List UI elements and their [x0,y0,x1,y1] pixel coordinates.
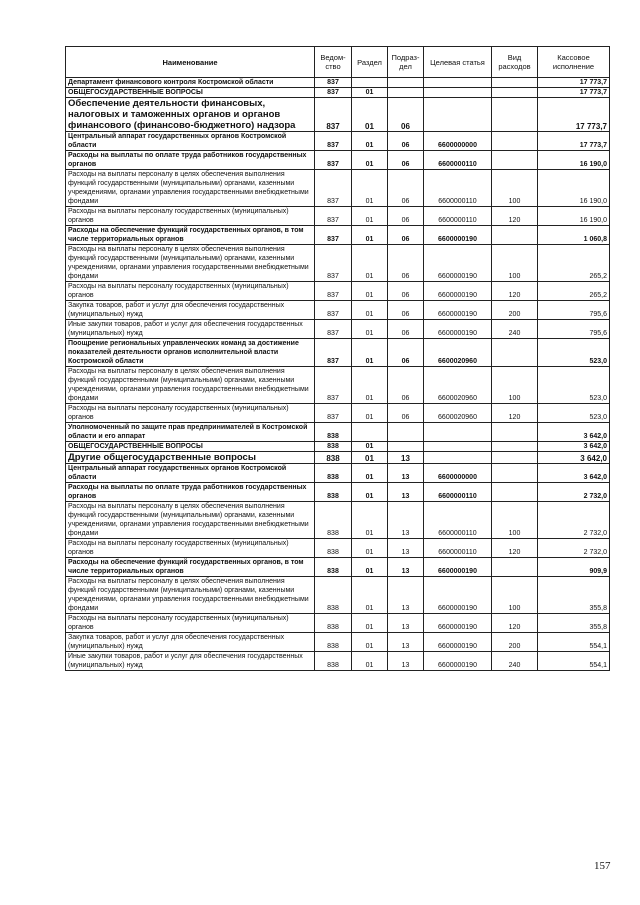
cell-vid: 120 [492,282,538,301]
cell-name: Расходы на выплаты по оплате труда работников государственных органов [66,151,315,170]
cell-name: ОБЩЕГОСУДАРСТВЕННЫЕ ВОПРОСЫ [66,88,315,98]
table-row [66,245,610,282]
table-row [66,320,610,339]
cell-vedomstvo: 837 [315,78,352,88]
cell-statya: 6600000110 [424,170,492,207]
cell-amount: 265,2 [538,245,610,282]
table-row [66,442,610,452]
cell-razdel: 01 [352,226,388,245]
header-name: Наименование [66,47,315,78]
cell-name: ОБЩЕГОСУДАРСТВЕННЫЕ ВОПРОСЫ [66,442,315,452]
cell-statya: 6600000190 [424,577,492,614]
cell-name: Центральный аппарат государственных органов Костромской области [66,464,315,483]
cell-podrazdel: 13 [388,483,424,502]
cell-vedomstvo: 838 [315,577,352,614]
cell-name: Расходы на выплаты персоналу в целях обеспечения выполнения функций государственными (муниципальными) органами, казенными учреждениями, органами управления государственными внебюджетными фондами [66,245,315,282]
cell-podrazdel [388,88,424,98]
cell-name: Закупка товаров, работ и услуг для обеспечения государственных (муниципальных) нужд [66,633,315,652]
cell-vedomstvo: 838 [315,483,352,502]
cell-name: Расходы на выплаты персоналу государственных (муниципальных) органов [66,207,315,226]
table-row [66,301,610,320]
cell-vedomstvo: 838 [315,633,352,652]
cell-amount: 2 732,0 [538,483,610,502]
cell-vid [492,558,538,577]
cell-statya: 6600000190 [424,652,492,671]
cell-statya: 6600000190 [424,320,492,339]
table-row [66,88,610,98]
cell-vid [492,78,538,88]
header-row [66,47,610,78]
cell-name: Расходы на выплаты персоналу в целях обеспечения выполнения функций государственными (муниципальными) органами, казенными учреждениями, органами управления государственными внебюджетными фондами [66,577,315,614]
cell-vedomstvo: 837 [315,170,352,207]
cell-name: Поощрение региональных управленческих команд за достижение показателей деятельности органов исполнительной власти Костромской области [66,339,315,367]
cell-razdel: 01 [352,170,388,207]
cell-amount: 17 773,7 [538,88,610,98]
cell-razdel: 01 [352,577,388,614]
cell-vedomstvo: 837 [315,151,352,170]
cell-vid [492,423,538,442]
cell-amount: 523,0 [538,339,610,367]
cell-statya: 6600000190 [424,226,492,245]
cell-amount: 16 190,0 [538,170,610,207]
cell-name: Расходы на выплаты персоналу в целях обеспечения выполнения функций государственными (муниципальными) органами, казенными учреждениями, органами управления государственными внебюджетными фондами [66,502,315,539]
cell-statya: 6600000190 [424,301,492,320]
cell-razdel: 01 [352,320,388,339]
cell-razdel: 01 [352,132,388,151]
cell-vedomstvo: 837 [315,245,352,282]
cell-name: Расходы на выплаты персоналу государственных (муниципальных) органов [66,614,315,633]
cell-name: Иные закупки товаров, работ и услуг для обеспечения государственных (муниципальных) нужд [66,652,315,671]
cell-podrazdel: 06 [388,132,424,151]
cell-podrazdel: 06 [388,301,424,320]
table-row [66,558,610,577]
cell-vid: 120 [492,207,538,226]
table-row [66,78,610,88]
cell-amount: 523,0 [538,404,610,423]
cell-amount: 265,2 [538,282,610,301]
cell-name: Обеспечение деятельности финансовых, налоговых и таможенных органов и органов финансового (финансово-бюджетного) надзора [66,98,315,132]
header-razdel: Раздел [352,47,388,78]
cell-amount: 16 190,0 [538,207,610,226]
cell-vedomstvo: 837 [315,132,352,151]
cell-razdel: 01 [352,339,388,367]
table-row [66,170,610,207]
cell-statya: 6600020960 [424,367,492,404]
cell-vedomstvo: 838 [315,502,352,539]
cell-vedomstvo: 838 [315,452,352,464]
cell-razdel: 01 [352,502,388,539]
cell-vedomstvo: 837 [315,367,352,404]
table-row [66,339,610,367]
cell-razdel: 01 [352,539,388,558]
cell-vedomstvo: 837 [315,98,352,132]
table-row [66,207,610,226]
cell-vid [492,339,538,367]
cell-vid: 240 [492,652,538,671]
header-vid: Вид расходов [492,47,538,78]
cell-vid: 100 [492,170,538,207]
cell-amount: 3 642,0 [538,423,610,442]
cell-razdel: 01 [352,245,388,282]
header-vedomstvo: Ведом-ство [315,47,352,78]
table-header [66,47,610,78]
cell-statya: 6600000000 [424,132,492,151]
cell-vedomstvo: 837 [315,404,352,423]
cell-statya [424,452,492,464]
cell-statya [424,88,492,98]
cell-podrazdel: 06 [388,98,424,132]
cell-statya [424,78,492,88]
cell-vedomstvo: 838 [315,558,352,577]
cell-statya: 6600000110 [424,502,492,539]
cell-name: Закупка товаров, работ и услуг для обеспечения государственных (муниципальных) нужд [66,301,315,320]
cell-vid [492,226,538,245]
cell-vedomstvo: 838 [315,652,352,671]
cell-vid [492,483,538,502]
cell-podrazdel: 13 [388,577,424,614]
cell-amount: 2 732,0 [538,539,610,558]
cell-vedomstvo: 838 [315,539,352,558]
cell-name: Другие общегосударственные вопросы [66,452,315,464]
cell-name: Департамент финансового контроля Костромской области [66,78,315,88]
cell-vedomstvo: 838 [315,442,352,452]
cell-vid: 120 [492,404,538,423]
cell-vid [492,442,538,452]
cell-podrazdel: 13 [388,502,424,539]
cell-statya: 6600000110 [424,151,492,170]
cell-podrazdel: 06 [388,339,424,367]
cell-name: Расходы на выплаты персоналу государственных (муниципальных) органов [66,539,315,558]
cell-vid [492,464,538,483]
cell-amount: 17 773,7 [538,132,610,151]
cell-vedomstvo: 837 [315,207,352,226]
cell-razdel: 01 [352,633,388,652]
cell-name: Центральный аппарат государственных органов Костромской области [66,132,315,151]
cell-vid [492,98,538,132]
cell-vedomstvo: 837 [315,88,352,98]
cell-amount: 355,8 [538,577,610,614]
cell-amount: 554,1 [538,633,610,652]
header-podrazdel: Подраз-дел [388,47,424,78]
cell-name: Расходы на обеспечение функций государственных органов, в том числе территориальных органов [66,226,315,245]
cell-vid: 200 [492,301,538,320]
table-row [66,132,610,151]
cell-podrazdel: 06 [388,245,424,282]
cell-vid: 120 [492,539,538,558]
table-row [66,423,610,442]
cell-podrazdel: 06 [388,170,424,207]
cell-statya: 6600000190 [424,614,492,633]
cell-vedomstvo: 837 [315,301,352,320]
cell-amount: 554,1 [538,652,610,671]
cell-amount: 2 732,0 [538,502,610,539]
cell-vedomstvo: 837 [315,282,352,301]
cell-amount: 795,6 [538,320,610,339]
cell-razdel: 01 [352,98,388,132]
cell-vid: 100 [492,577,538,614]
cell-statya: 6600000110 [424,207,492,226]
cell-amount: 17 773,7 [538,98,610,132]
cell-statya: 6600020960 [424,339,492,367]
header-statya: Целевая статья [424,47,492,78]
cell-name: Расходы на выплаты персоналу в целях обеспечения выполнения функций государственными (муниципальными) органами, казенными учреждениями, органами управления государственными внебюджетными фондами [66,170,315,207]
cell-razdel: 01 [352,483,388,502]
table-row [66,483,610,502]
table-row [66,464,610,483]
cell-statya: 6600000190 [424,558,492,577]
cell-statya [424,423,492,442]
cell-podrazdel: 06 [388,207,424,226]
cell-razdel: 01 [352,652,388,671]
table-row [66,151,610,170]
cell-amount: 1 060,8 [538,226,610,245]
cell-vid [492,452,538,464]
table-row [66,614,610,633]
cell-podrazdel: 06 [388,151,424,170]
cell-amount: 523,0 [538,367,610,404]
cell-statya [424,98,492,132]
cell-statya: 6600000000 [424,464,492,483]
cell-podrazdel: 06 [388,226,424,245]
cell-razdel: 01 [352,614,388,633]
cell-amount: 3 642,0 [538,452,610,464]
cell-razdel: 01 [352,207,388,226]
cell-amount: 16 190,0 [538,151,610,170]
page-number: 157 [594,860,611,872]
cell-razdel [352,78,388,88]
cell-amount: 3 642,0 [538,442,610,452]
table-row [66,633,610,652]
cell-razdel: 01 [352,464,388,483]
table-body [66,78,610,671]
cell-vedomstvo: 838 [315,423,352,442]
cell-podrazdel [388,78,424,88]
cell-razdel: 01 [352,151,388,170]
cell-amount: 17 773,7 [538,78,610,88]
cell-statya: 6600000110 [424,483,492,502]
table-row [66,367,610,404]
table-row [66,226,610,245]
table-row [66,282,610,301]
cell-razdel: 01 [352,442,388,452]
cell-podrazdel: 13 [388,558,424,577]
cell-statya: 6600000190 [424,633,492,652]
cell-vedomstvo: 837 [315,339,352,367]
cell-amount: 795,6 [538,301,610,320]
cell-podrazdel [388,442,424,452]
cell-statya [424,442,492,452]
cell-name: Расходы на выплаты по оплате труда работников государственных органов [66,483,315,502]
cell-statya: 6600020960 [424,404,492,423]
cell-razdel: 01 [352,558,388,577]
cell-podrazdel: 13 [388,633,424,652]
cell-podrazdel: 13 [388,652,424,671]
cell-vid: 100 [492,245,538,282]
cell-podrazdel: 13 [388,539,424,558]
table-row [66,98,610,132]
table-row [66,404,610,423]
header-ispolnenie: Кассовое исполнение [538,47,610,78]
cell-vid: 240 [492,320,538,339]
cell-podrazdel: 13 [388,614,424,633]
cell-podrazdel: 06 [388,320,424,339]
cell-amount: 909,9 [538,558,610,577]
cell-podrazdel [388,423,424,442]
table-row [66,452,610,464]
budget-table [65,46,610,671]
cell-name: Уполномоченный по защите прав предпринимателей в Костромской области и его аппарат [66,423,315,442]
cell-name: Расходы на выплаты персоналу в целях обеспечения выполнения функций государственными (муниципальными) органами, казенными учреждениями, органами управления государственными внебюджетными фондами [66,367,315,404]
cell-razdel: 01 [352,282,388,301]
cell-vedomstvo: 837 [315,226,352,245]
table-row [66,502,610,539]
cell-vid: 200 [492,633,538,652]
table-row [66,577,610,614]
cell-amount: 355,8 [538,614,610,633]
cell-vid: 100 [492,367,538,404]
cell-statya: 6600000190 [424,282,492,301]
cell-amount: 3 642,0 [538,464,610,483]
cell-vid: 120 [492,614,538,633]
cell-vedomstvo: 838 [315,614,352,633]
table-row [66,652,610,671]
cell-name: Иные закупки товаров, работ и услуг для обеспечения государственных (муниципальных) нужд [66,320,315,339]
cell-podrazdel: 13 [388,464,424,483]
cell-vedomstvo: 837 [315,320,352,339]
cell-razdel: 01 [352,367,388,404]
cell-podrazdel: 06 [388,404,424,423]
cell-name: Расходы на выплаты персоналу государственных (муниципальных) органов [66,404,315,423]
cell-razdel [352,423,388,442]
cell-razdel: 01 [352,452,388,464]
cell-razdel: 01 [352,88,388,98]
cell-razdel: 01 [352,301,388,320]
cell-podrazdel: 06 [388,367,424,404]
cell-statya: 6600000110 [424,539,492,558]
cell-podrazdel: 06 [388,282,424,301]
cell-name: Расходы на обеспечение функций государственных органов, в том числе территориальных органов [66,558,315,577]
cell-statya: 6600000190 [424,245,492,282]
cell-vedomstvo: 838 [315,464,352,483]
table-row [66,539,610,558]
cell-vid [492,151,538,170]
cell-vid [492,88,538,98]
cell-name: Расходы на выплаты персоналу государственных (муниципальных) органов [66,282,315,301]
cell-podrazdel: 13 [388,452,424,464]
cell-razdel: 01 [352,404,388,423]
cell-vid [492,132,538,151]
cell-vid: 100 [492,502,538,539]
